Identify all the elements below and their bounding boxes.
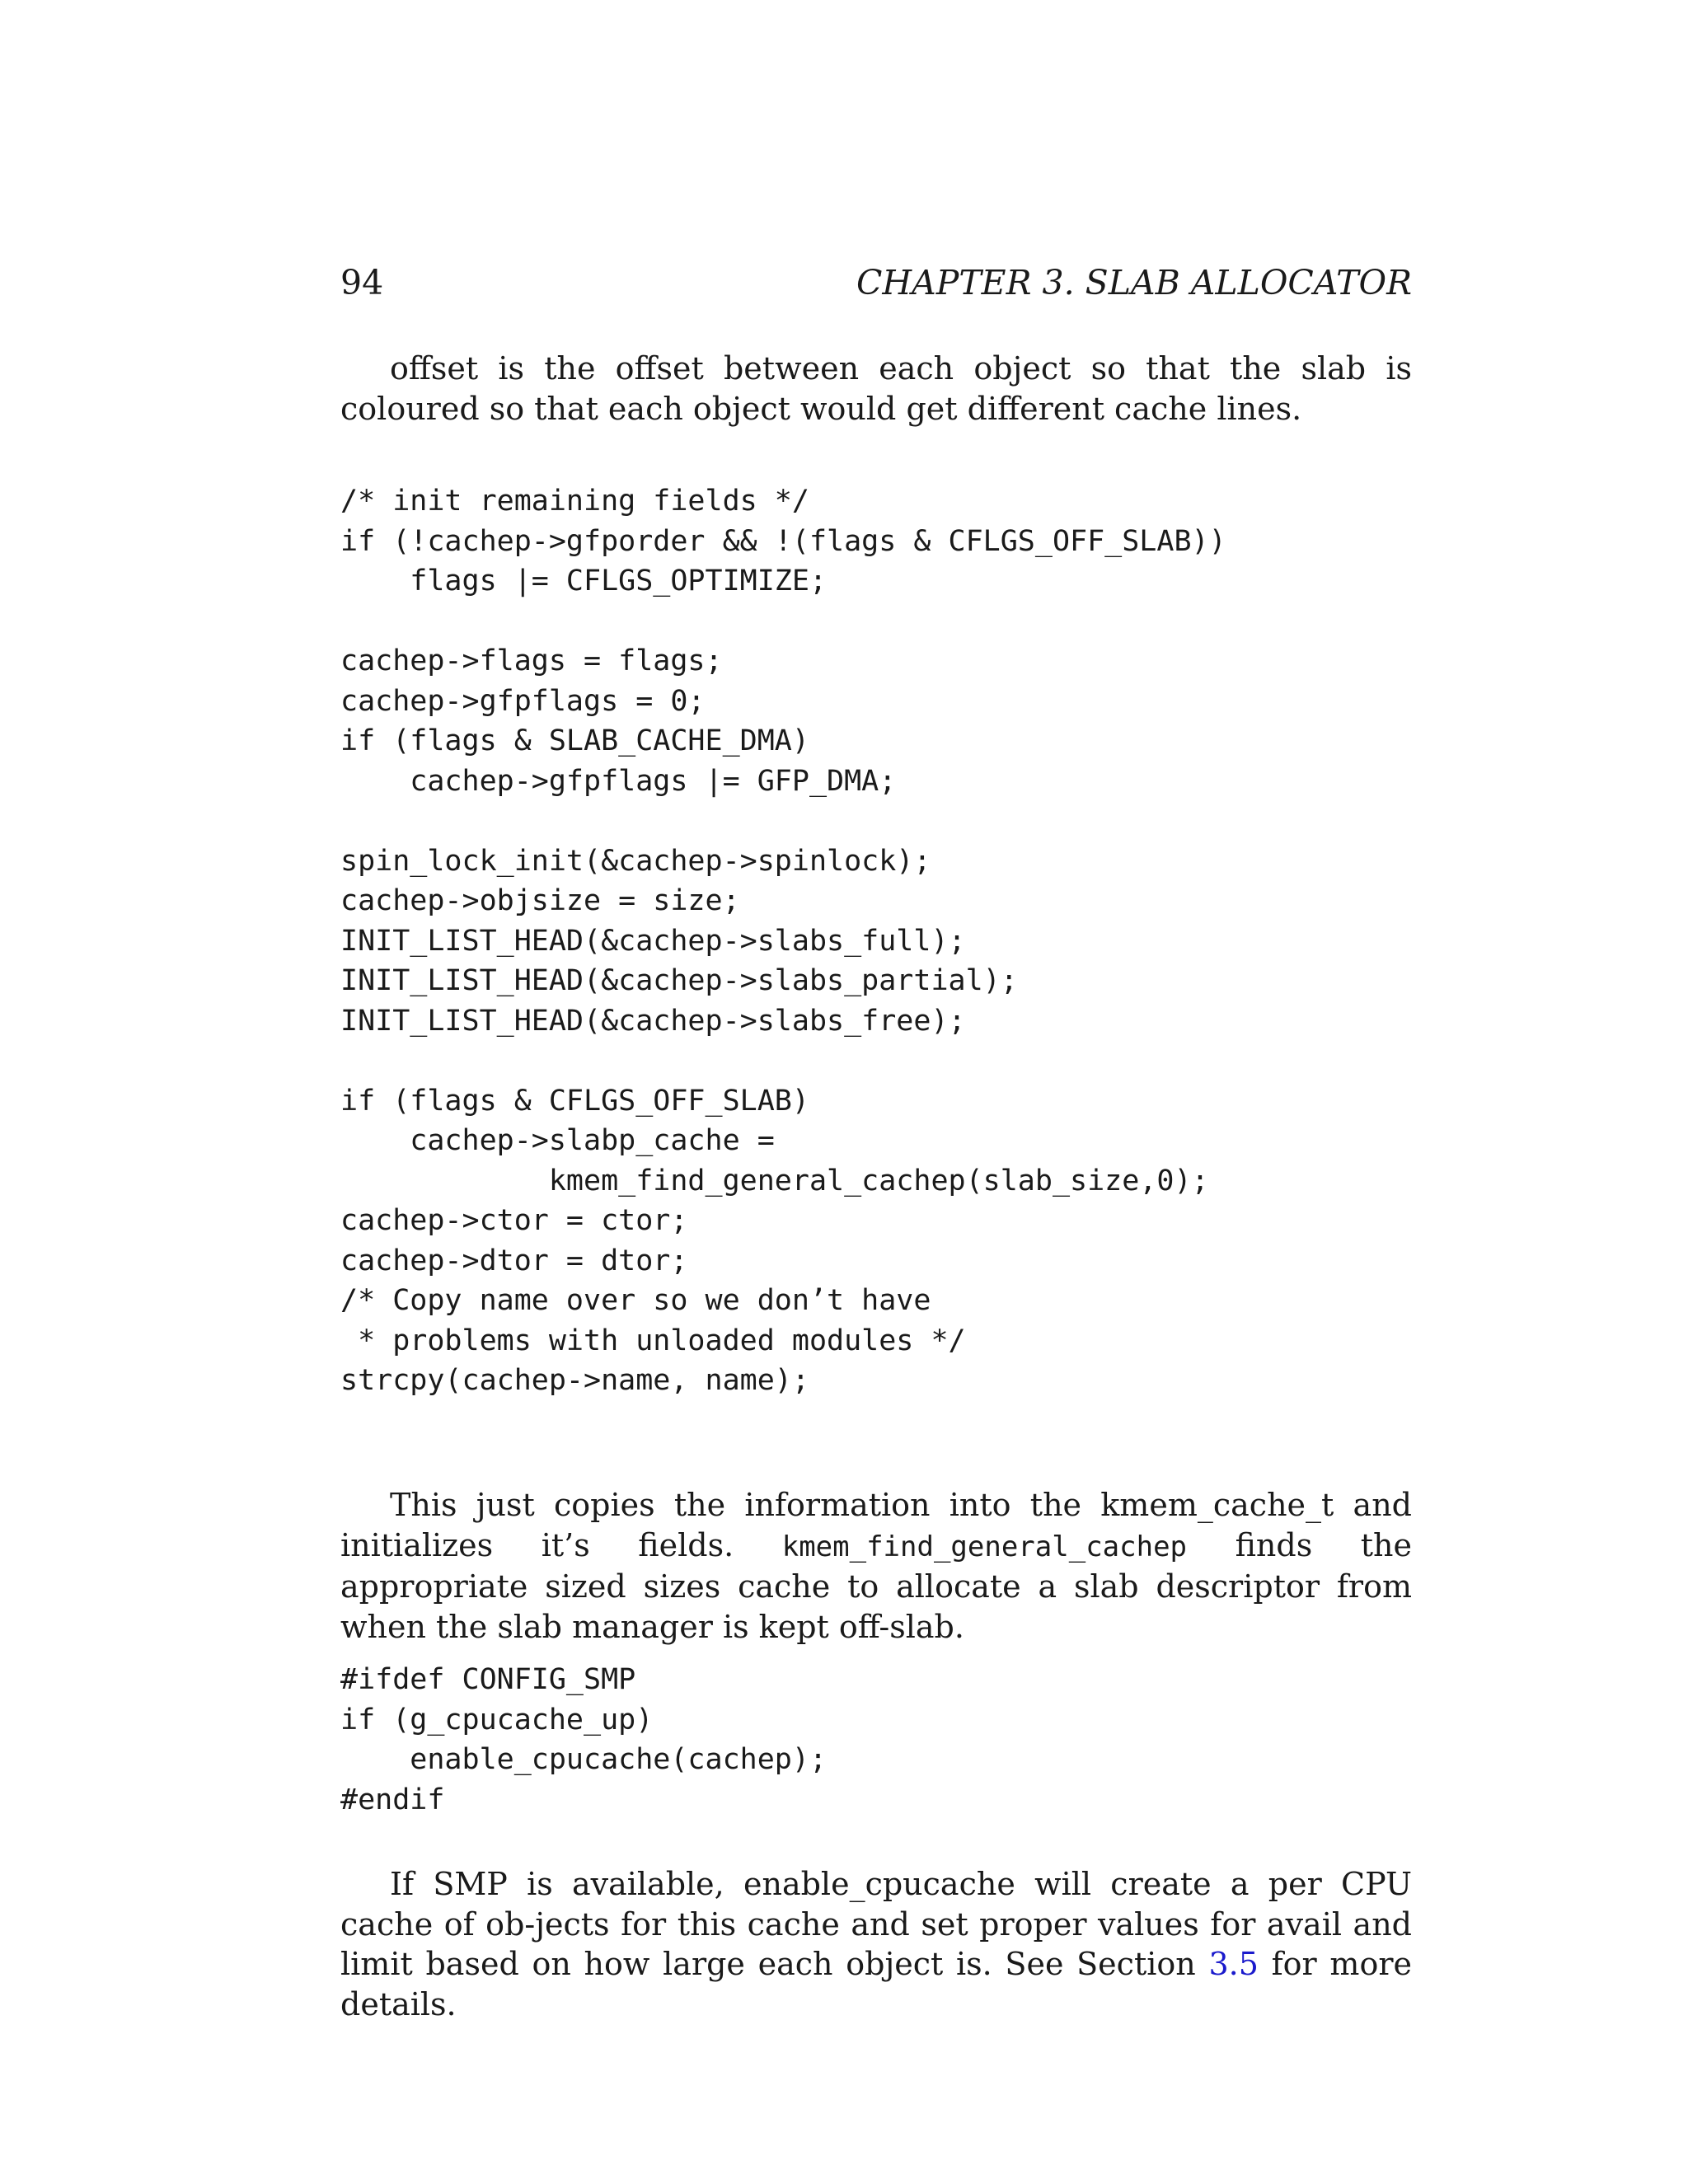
- paragraph-text: If SMP is available, enable_cpucache will create a per CPU cache of ob-jects for this cache and set proper values for avail and limit based on how large each object is. See Section: [340, 1866, 1412, 1982]
- paragraph-copies-information: [340, 1485, 1412, 1647]
- paragraph-smp-explanation: [340, 1864, 1412, 2024]
- code-line: * problems with unloaded modules */: [340, 1324, 966, 1357]
- code-line: #endif: [340, 1783, 445, 1816]
- code-line: spin_lock_init(&cachep->spinlock);: [340, 844, 931, 878]
- code-line: cachep->dtor = dtor;: [340, 1244, 688, 1277]
- code-line: cachep->flags = flags;: [340, 644, 723, 677]
- code-line: /* init remaining fields */: [340, 485, 809, 518]
- paragraph-text: offset is the offset between each object so that the slab is coloured so that each object would get different cache lines.: [340, 350, 1412, 427]
- code-line: /* Copy name over so we don’t have: [340, 1284, 931, 1317]
- code-line: if (!cachep->gfporder && !(flags & CFLGS_OFF_SLAB)): [340, 524, 1226, 558]
- paragraph-text: This just copies the information into the kmem_cache_t and initializes it’s fields.: [340, 1487, 1412, 1563]
- code-listing: [340, 1660, 1412, 1820]
- chapter-title: CHAPTER 3. SLAB ALLOCATOR: [856, 263, 1412, 302]
- code-line: enable_cpucache(cachep);: [340, 1743, 828, 1776]
- section-reference-link[interactable]: 3.5: [1208, 1946, 1259, 1982]
- code-line: strcpy(cachep->name, name);: [340, 1364, 809, 1397]
- code-listing: [340, 481, 1412, 1401]
- code-line: flags |= CFLGS_OPTIMIZE;: [340, 565, 828, 598]
- code-line: if (flags & CFLGS_OFF_SLAB): [340, 1084, 809, 1118]
- code-line: if (g_cpucache_up): [340, 1703, 654, 1736]
- code-line: cachep->slabp_cache =: [340, 1124, 775, 1157]
- paragraph-offset-explanation: [340, 349, 1412, 429]
- code-line: cachep->gfpflags |= GFP_DMA;: [340, 764, 897, 798]
- code-line: cachep->ctor = ctor;: [340, 1204, 688, 1237]
- page-number: 94: [340, 263, 384, 302]
- running-header: [340, 258, 1412, 307]
- code-line: cachep->gfpflags = 0;: [340, 684, 706, 718]
- code-block-init-fields: [340, 481, 1412, 1401]
- code-line: kmem_find_general_cachep(slab_size,0);: [340, 1164, 1209, 1197]
- code-block-smp: [340, 1660, 1412, 1820]
- code-line: INIT_LIST_HEAD(&cachep->slabs_full);: [340, 924, 966, 958]
- paragraph-text: finds the appropriate sized sizes cache to allocate a slab descriptor from when the slab manager is kept off-slab.: [340, 1526, 1412, 1645]
- paragraph-text: for more details.: [340, 1946, 1412, 2022]
- code-line: [340, 602, 1412, 642]
- code-line: #ifdef CONFIG_SMP: [340, 1663, 636, 1696]
- code-line: if (flags & SLAB_CACHE_DMA): [340, 724, 809, 757]
- inline-code-term: kmem_find_general_cachep: [781, 1530, 1188, 1563]
- code-line: [340, 1041, 1412, 1081]
- code-line: cachep->objsize = size;: [340, 884, 740, 917]
- code-line: [340, 801, 1412, 841]
- code-line: INIT_LIST_HEAD(&cachep->slabs_free);: [340, 1004, 966, 1038]
- code-line: INIT_LIST_HEAD(&cachep->slabs_partial);: [340, 964, 1018, 997]
